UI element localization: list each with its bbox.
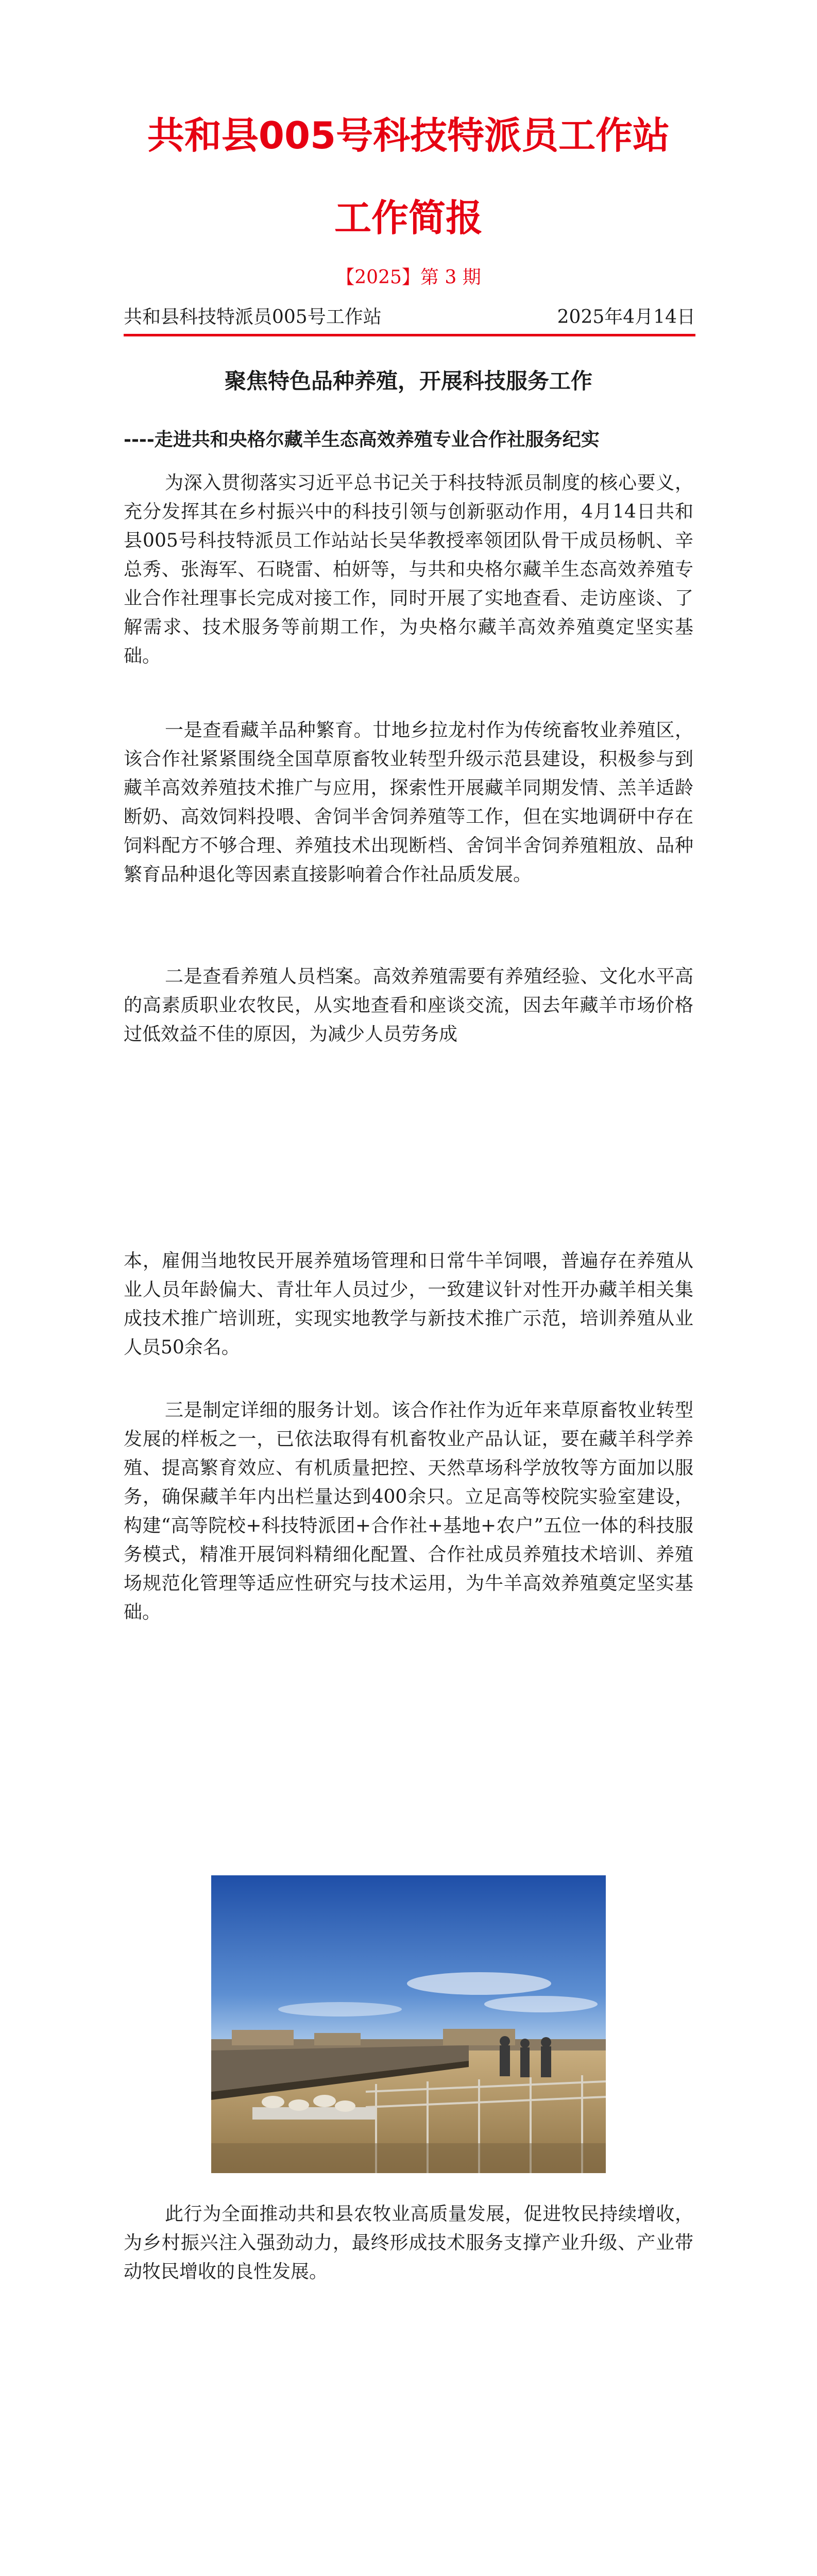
issue-number: 【2025】第 3 期: [336, 267, 481, 288]
paragraph-service-plan: 三是制定详细的服务计划。该合作社作为近年来草原畜牧业转型发展的样板之一，已依法取得有机畜牧业产品认证，要在藏羊科学养殖、提高繁育效应、有机质量把控、天然草场科学放牧等方面加以服务，确保藏羊年内出栏量达到400余只。立足高等校院实验室建设，构建“高等院校+科技特派团+合作社+基地+农户”五位一体的科技服务模式，精准开展饲料精细化配置、合作社成员养殖技术培训、养殖场规范化管理等适应性研究与技术运用，为牛羊高效养殖奠定坚实基础。: [124, 1400, 693, 1623]
issue-date: 2025年4月14日: [557, 307, 695, 328]
newsletter-subtitle: 工作简报: [334, 196, 483, 240]
sheep-pen-photo: [211, 1875, 606, 2173]
paragraph-conclusion: 此行为全面推动共和县农牧业高质量发展，促进牧民持续增收，为乡村振兴注入强劲动力，最终形成技术服务支撑产业升级、产业带动牧民增收的良性发展。: [124, 2204, 693, 2282]
paragraph-staff-records-cont: 本，雇佣当地牧民开展养殖场管理和日常牛羊饲喂，普遍存在养殖从业人员年龄偏大、青壮年人员过少，一致建议针对性开办藏羊相关集成技术推广培训班，实现实地教学与新技术推广示范，培训养殖从业人员50余名。: [124, 1250, 693, 1358]
article-title: 聚焦特色品种养殖，开展科技服务工作: [224, 368, 592, 394]
paragraph-intro: 为深入贯彻落实习近平总书记关于科技特派员制度的核心要义，充分发挥其在乡村振兴中的科技引领与创新驱动作用，4月14日共和县005号科技特派员工作站站长吴华教授率领团队骨干成员杨帆、辛总秀、张海军、石晓雷、柏妍等，与共和央格尔藏羊生态高效养殖专业合作社理事长完成对接工作，同时开展了实地查看、走访座谈、了解需求、技术服务等前期工作，为央格尔藏羊高效养殖奠定坚实基础。: [124, 472, 693, 667]
paragraph-staff-records: 二是查看养殖人员档案。高效养殖需要有养殖经验、文化水平高的高素质职业农牧民，从实地查看和座谈交流，因去年藏羊市场价格过低效益不佳的原因，为减少人员劳务成: [124, 966, 693, 1045]
header-divider: [124, 334, 695, 336]
article-subtitle: ----走进共和央格尔藏羊生态高效养殖专业合作社服务纪实: [124, 429, 600, 450]
paragraph-breeding: 一是查看藏羊品种繁育。廿地乡拉龙村作为传统畜牧业养殖区，该合作社紧紧围绕全国草原畜牧业转型升级示范县建设，积极参与到藏羊高效养殖技术推广与应用，探索性开展藏羊同期发情、羔羊适龄断奶、高效饲料投喂、舍饲半舍饲养殖等工作，但在实地调研中存在饲料配方不够合理、养殖技术出现断档、舍饲半舍饲养殖粗放、品种繁育品种退化等因素直接影响着合作社品质发展。: [124, 720, 693, 885]
issuer-name: 共和县科技特派员005号工作站: [124, 307, 382, 328]
newsletter-title: 共和县005号科技特派员工作站: [147, 114, 670, 157]
